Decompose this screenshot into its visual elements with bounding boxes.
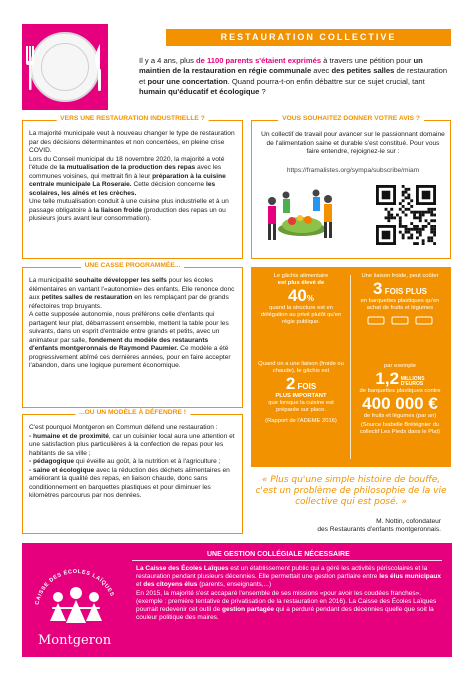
stat-right-top: Une liaison froide, peut coûter 3 FOIS PLUS en barquettes plastiques qu'en achat de fruits et légumes <box>355 273 445 329</box>
children-logo-icon <box>28 559 124 633</box>
planned-breakdown-box <box>22 262 243 408</box>
stats-divider <box>350 275 351 459</box>
stat-left-bottom: Quand on a une liaison (froide ou chaude), le gâchis est 2 FOIS PLUS IMPORTANT que lorsque la cuisine est préparée sur place. (Rapport de l'ADEME 2016) <box>258 361 344 424</box>
box-title: VOUS SOUHAITEZ DONNER VOTRE AVIS ? <box>278 115 424 122</box>
people-salad-illustration <box>262 181 340 253</box>
plate-panel <box>22 24 108 110</box>
pull-quote: « Plus qu'une simple histoire de bouffe, c'est un problème de philosophie de la vie collective qui est posé. » <box>255 475 447 507</box>
stats-panel <box>251 267 451 467</box>
collegial-management-section <box>22 543 452 657</box>
box-title: ...OU UN MODÈLE À DÉFENDRE ! <box>75 409 190 416</box>
logo-arc-text: CAISSE DES ÉCOLES LAÏQUES <box>34 568 115 606</box>
title-underline <box>132 560 442 561</box>
box-body: La majorité municipale veut à nouveau changer le type de restauration par des décisions déterminantes et non concertées, en pleine crise COVID. Lors du Conseil municipal du 18 novembre 2020, la majorité a voté l'étude de la mutualisation de la production des repas avec les communes voisines, qui mettrait fin à leur préparation à la cuisine centrale municipale La Roseraie. Cette décision concerne les scolaires, les aînés et les crèches. Une telle mutualisation conduit à une cuisine plus industrielle et à un passage obligatoire à la liaison froide (production des repas un ou plusieurs jours avant leur consommation). <box>29 130 235 222</box>
quote-author: M. Nottin, cofondateur des Restaurants d'enfants montgeronnais. <box>317 518 441 534</box>
industrial-catering-box <box>22 115 243 259</box>
tray-icons <box>362 314 438 326</box>
qr-code-icon[interactable] <box>376 185 436 245</box>
box-title: UNE CASSE PROGRAMMÉE... <box>81 262 185 269</box>
intro-paragraph: Il y a 4 ans, plus de 1100 parents s'étaient exprimés à travers une pétition pour un maintien de la restauration en régie communale avec des petites salles de restauration et pour une concertation. Quand pourra-t-on enfin débattre sur ce sujet crucial, tant humain qu'éducatif et écologique ? <box>139 56 448 97</box>
fork-icon <box>26 46 34 90</box>
subscribe-link[interactable]: https://framalistes.org/sympa/subscribe/miam <box>286 167 420 174</box>
model-to-defend-box <box>22 409 243 534</box>
stat-right-bottom: par exemple 1,2 MILLIONS D'EUROS de barquettes plastiques contre 400 000 € de fruits et légumes (par an) (Source Isabelle Brétégnier du collectif Les Pieds dans le Plat) <box>359 363 441 435</box>
opinion-text: Un collectif de travail pour avancer sur le passionnant domaine de l'alimentation saine et durable s'est constitué. Pour vous faire entendre, rejoignez-le sur : <box>261 131 445 155</box>
knife-icon <box>95 44 101 91</box>
section-body: La Caisse des Écoles Laïques est un établissement public qui a géré les activités périscolaires et la restauration pendant plusieurs décennies. Elle permettait une gestion partiaire entre les élus municipaux et des citoyens élus (parents, enseignants,...) En 2015, la majorité s'est accaparé l'ensemble de ses missions «pour avoir les coudées franches». (exemple : première tentative de privatisation de la restauration en 2016). La Caisse des Écoles Laïques pourrait redevenir cet outil de gestion partagée qui a perduré pendant des décennies quelle que soit la couleur politique des maires. <box>136 565 441 622</box>
box-body: La municipalité souhaite développer les selfs pour les écoles élémentaires en vantant l'«autonomie» des enfants. Elle renonce donc aux petites salles de restauration en les remplaçant par de grands réfectoires trop bruyants. A cette supposée autonomie, nous préférons celle d'enfants qui partagent leur plat, débarrassent ensemble, mettent la table pour les suivants, dans un esprit d'entraide entre grands et petits, avec un animateur par salle, fondement du modèle des restaurants d'enfants montgeronnais de Raymond Paumier. Ce modèle a été progressivement abîmé ces dernières années, pour en faire accepter l'abandon, dans une logique purement économique. <box>29 277 235 369</box>
section-banner: RESTAURATION COLLECTIVE <box>166 29 451 46</box>
logo-wordmark: Montgeron <box>38 633 112 648</box>
box-title: VERS UNE RESTAURATION INDUSTRIELLE ? <box>56 115 209 122</box>
svg-text:CAISSE DES ÉCOLES LAÏQUES <box>34 568 114 606</box>
box-body: C'est pourquoi Montgeron en Commun défend une restauration : - humaine et de proximité, car un cuisinier local aura une attention et une satisfaction plus particulières à la confection de repas pour les habitants de sa ville ; - pédagogique qui éveille au goût, à la nutrition et à l'agriculture ; - saine et écologique avec la réduction des déchets alimentaires en améliorant la qualité des repas, en liaison chaude, donc sans conditionnement en barquettes plastiques et pour diminuer les kilomètres parcourus par nos denrées. <box>29 424 235 499</box>
section-title: UNE GESTION COLLÉGIALE NÉCESSAIRE <box>207 551 350 558</box>
cutlery-icons <box>22 24 108 110</box>
caisse-des-ecoles-logo <box>28 559 124 651</box>
stat-left-top: Le gâchis alimentaire est plus élevé de 40% quand la structure est en délégation au privé plutôt qu'en régie publique. <box>260 273 342 325</box>
give-opinion-box <box>251 115 451 259</box>
